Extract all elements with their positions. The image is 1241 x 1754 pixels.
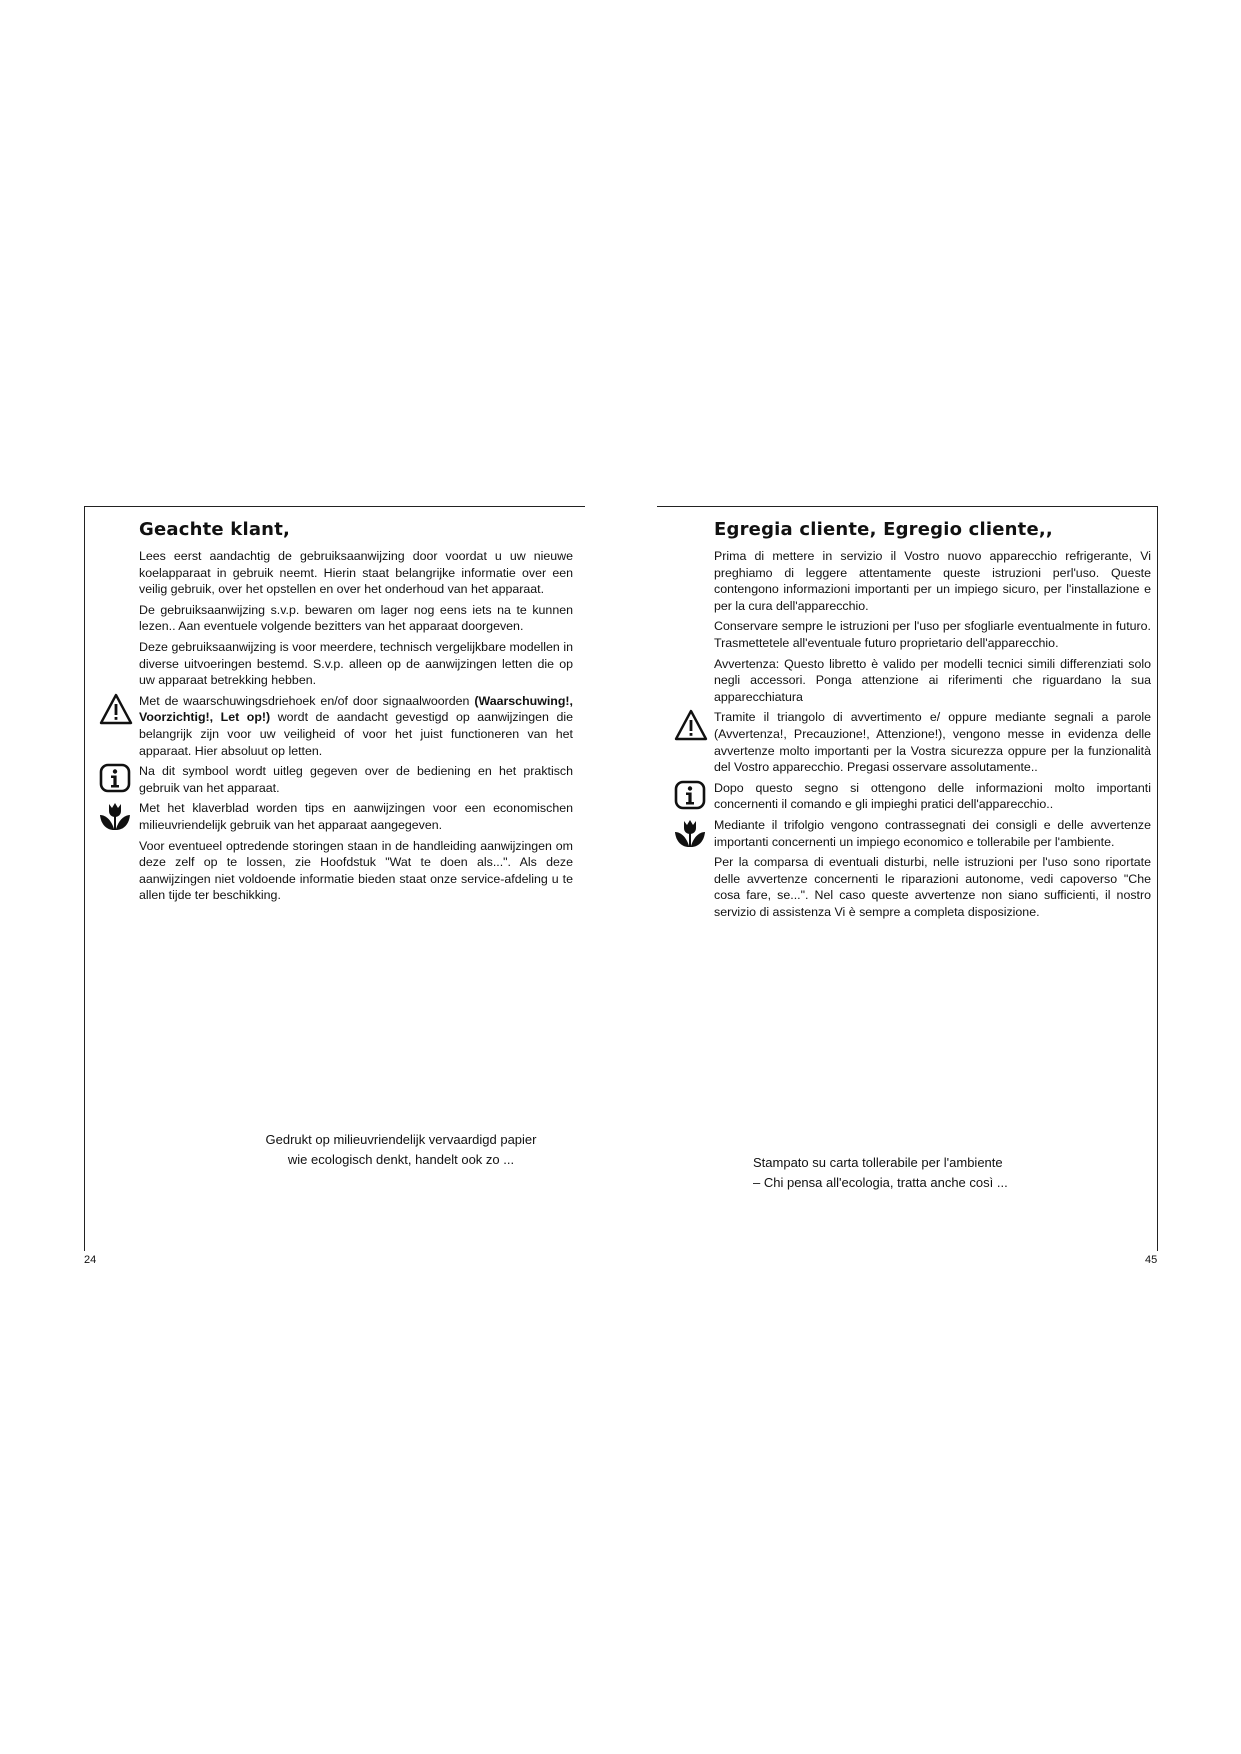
right-page-heading: Egregia cliente, Egregio cliente,,: [714, 519, 1053, 540]
right-info-paragraph: [714, 780, 1151, 813]
left-models-paragraph: Deze gebruiksaanwijzing is voor meerdere, technisch vergelijkbare modellen in diverse uitvoeringen bestemd. S.v.p. alleen op de aanwijzingen letten die op uw apparaat betrekking hebben.: [139, 639, 573, 688]
right-eco-paragraph: [714, 817, 1151, 850]
left-info-paragraph: [139, 763, 573, 796]
left-eco-text: Met het klaverblad worden tips en aanwijzingen voor een economischen milieuvriendelijk gebruik van het apparaat aangegeven.: [139, 801, 573, 832]
left-footer-note: [251, 1130, 551, 1170]
right-closing-paragraph: Per la comparsa di eventuali disturbi, nelle istruzioni per l'uso sono riportate delle avvertenze concernenti le riparazioni autonome, vedi capoverso "Che cosa fare, se...". Nel caso queste avvertenze non siano sufficienti, il nostro servizio di assistenza Vi è sempre a completa disposizione.: [714, 855, 1151, 919]
left-page-content: [139, 519, 573, 908]
right-warning-paragraph: [714, 709, 1151, 775]
tulip-eco-icon: [99, 800, 133, 834]
left-closing-paragraph: Voor eventueel optredende storingen staan in de handleiding aanwijzingen om deze zelf op te lossen, zie Hoofdstuk "Wat te doen als...". Als deze aanwijzingen niet voldoende informatie bieden staat onze service-afdeling u te allen tijde ter beschikking.: [139, 838, 573, 903]
left-footer-line1: Gedrukt op milieuvriendelijk vervaardigd papier: [265, 1132, 537, 1147]
right-page: [657, 506, 1158, 1251]
left-page: [84, 506, 585, 1251]
left-keep-paragraph: De gebruiksaanwijzing s.v.p. bewaren om lager nog eens iets na te kunnen lezen.. Aan eventuele volgende bezitters van het apparaat doorgeven.: [139, 602, 573, 634]
right-footer-note: [753, 1153, 1073, 1193]
left-intro-paragraph: Lees eerst aandachtig de gebruiksaanwijzing door voordat u uw nieuwe koelapparaat in gebruik neemt. Hierin staat belangrijke informatie over een veilig gebruik, over het opstellen en over het onderhoud van het apparaat.: [139, 549, 573, 597]
left-warning-text-post: wordt de aandacht gevestigd op aanwijzingen die belangrijk zijn voor uw veiligheid of voor het juist functioneren van het apparaat. Hier absoluut op letten.: [139, 710, 574, 758]
warning-triangle-icon: [674, 709, 708, 743]
page-number-right: 45: [1145, 1254, 1158, 1266]
right-eco-text: Mediante il trifolgio vengono contrassegnati dei consigli e delle avvertenze importanti concernenti un impiego economico e tollerabile per l'ambiente.: [714, 817, 1151, 849]
right-info-text: Dopo questo segno si ottengono delle informazioni molto importanti concernenti il comando e gli impieghi pratici dell'apparecchio..: [714, 780, 1151, 812]
tulip-eco-icon: [674, 817, 708, 851]
info-icon: [674, 780, 708, 814]
right-page-content: [714, 519, 1151, 924]
info-icon: [99, 763, 133, 797]
right-warning-text: Tramite il triangolo di avvertimento e/ oppure mediante segnali a parole (Avvertenza!, Precauzione!, Attenzione!), vengono messe in evidenza delle avvertenze molto importanti per la Vostra sicurezza oppure per la funzionalità del Vostro apparecchio. Pregasi osservare assolutamente..: [714, 710, 1151, 775]
right-keep-paragraph: Conservare sempre le istruzioni per l'uso per sfogliarle eventualmente in futuro. Trasmettetele all'eventuale futuro proprietario dell'apparecchio.: [714, 619, 1151, 650]
warning-triangle-icon: [99, 693, 133, 727]
left-warning-signal-words: (Waarschuwing!, Voorzichtig!, Let op!): [139, 693, 573, 725]
left-warning-paragraph: [139, 693, 573, 759]
right-models-paragraph: Avvertenza: Questo libretto è valido per modelli tecnici simili differenziati solo negli accessori. Ponga attenzione ai riferimenti che riguardano la sua apparecchiatura: [714, 656, 1151, 704]
left-info-text: Na dit symbool wordt uitleg gegeven over de bediening en het praktisch gebruik van het apparaat.: [139, 764, 573, 795]
left-warning-text-pre: Met de waarschuwingsdriehoek en/of door signaalwoorden: [139, 693, 475, 708]
left-page-heading: Geachte klant,: [139, 519, 291, 540]
page-number-left: 24: [84, 1254, 97, 1266]
right-footer-line1: Stampato su carta tollerabile per l'ambiente: [753, 1155, 1003, 1170]
right-intro-paragraph: Prima di mettere in servizio il Vostro nuovo apparecchio refrigerante, Vi preghiamo di leggere attentamente queste istruzioni perl'uso. Queste contengono informazioni importanti per un impiego sicuro, per l'installazione e per la cura dell'apparecchio.: [714, 549, 1151, 613]
right-footer-line2: – Chi pensa all'ecologia, tratta anche così ...: [753, 1175, 1008, 1190]
left-footer-line2: wie ecologisch denkt, handelt ook zo ...: [287, 1152, 515, 1167]
left-eco-paragraph: [139, 800, 573, 833]
